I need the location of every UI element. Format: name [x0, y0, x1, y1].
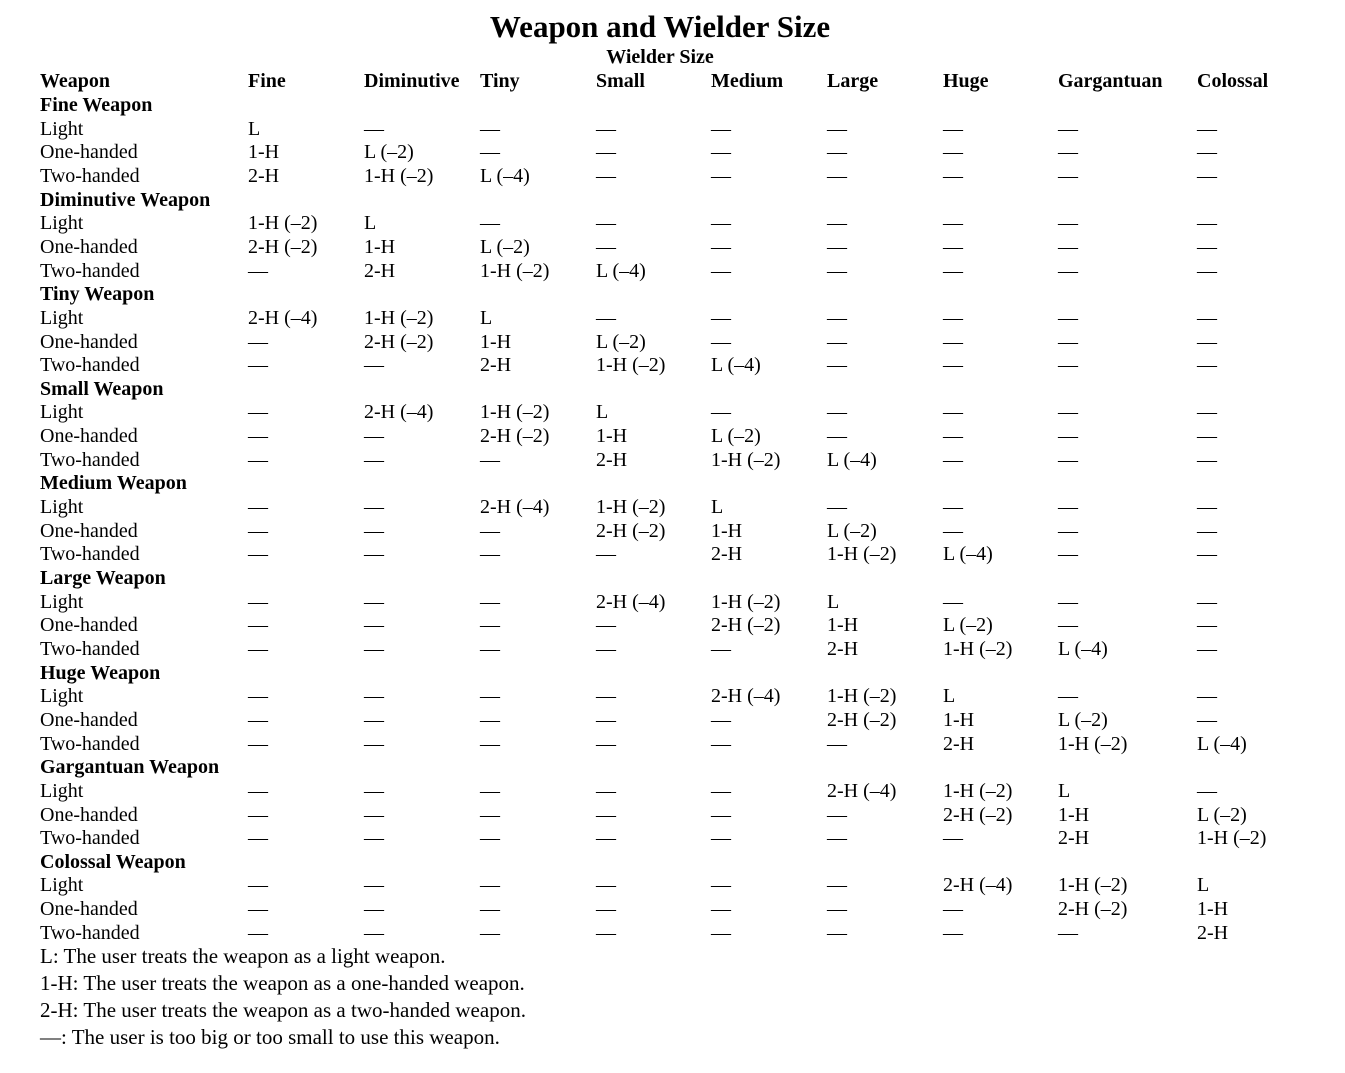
cell-huge: 2-H — [943, 733, 975, 755]
cell-diminutive: — — [364, 614, 384, 636]
row-label: Light — [40, 307, 84, 329]
group-header: Huge Weapon — [40, 662, 161, 684]
cell-huge: — — [943, 331, 963, 353]
row-label: Two-handed — [40, 827, 140, 849]
column-header-tiny: Tiny — [480, 70, 520, 92]
cell-diminutive: — — [364, 449, 384, 471]
row-label: Two-handed — [40, 165, 140, 187]
cell-tiny: — — [480, 874, 500, 896]
group-header: Colossal Weapon — [40, 851, 186, 873]
cell-diminutive: L (–2) — [364, 141, 414, 163]
cell-large: — — [827, 425, 847, 447]
cell-diminutive: — — [364, 827, 384, 849]
cell-huge: 2-H (–2) — [943, 804, 1013, 826]
cell-medium: L — [711, 496, 724, 518]
cell-large: — — [827, 827, 847, 849]
cell-gargantuan: — — [1058, 331, 1078, 353]
legend-note: 1-H: The user treats the weapon as a one-handed weapon. — [40, 971, 525, 995]
cell-colossal: — — [1197, 331, 1217, 353]
cell-large: L (–4) — [827, 449, 877, 471]
cell-fine: — — [248, 685, 268, 707]
cell-huge: — — [943, 425, 963, 447]
cell-large: — — [827, 922, 847, 944]
cell-fine: — — [248, 331, 268, 353]
row-label: One-handed — [40, 520, 138, 542]
cell-small: L (–2) — [596, 331, 646, 353]
cell-fine: — — [248, 260, 268, 282]
cell-medium: — — [711, 331, 731, 353]
row-label: Light — [40, 780, 84, 802]
cell-colossal: — — [1197, 543, 1217, 565]
cell-diminutive: — — [364, 543, 384, 565]
cell-huge: 1-H (–2) — [943, 780, 1013, 802]
cell-huge: — — [943, 141, 963, 163]
cell-colossal: — — [1197, 401, 1217, 423]
cell-fine: — — [248, 449, 268, 471]
group-header: Large Weapon — [40, 567, 166, 589]
group-header: Fine Weapon — [40, 94, 153, 116]
cell-diminutive: — — [364, 520, 384, 542]
cell-gargantuan: — — [1058, 165, 1078, 187]
cell-fine: — — [248, 638, 268, 660]
cell-medium: — — [711, 874, 731, 896]
group-header: Small Weapon — [40, 378, 164, 400]
cell-colossal: — — [1197, 118, 1217, 140]
cell-huge: — — [943, 212, 963, 234]
cell-small: — — [596, 118, 616, 140]
cell-gargantuan: — — [1058, 212, 1078, 234]
cell-fine: — — [248, 827, 268, 849]
cell-small: — — [596, 780, 616, 802]
cell-medium: 1-H (–2) — [711, 591, 781, 613]
cell-gargantuan: — — [1058, 685, 1078, 707]
cell-tiny: — — [480, 118, 500, 140]
row-label: Light — [40, 212, 84, 234]
cell-gargantuan: — — [1058, 520, 1078, 542]
cell-diminutive: — — [364, 354, 384, 376]
cell-huge: 1-H — [943, 709, 975, 731]
cell-colossal: 2-H — [1197, 922, 1229, 944]
cell-fine: 2-H — [248, 165, 280, 187]
cell-large: 1-H (–2) — [827, 543, 897, 565]
cell-small: — — [596, 827, 616, 849]
cell-huge: — — [943, 449, 963, 471]
cell-tiny: — — [480, 922, 500, 944]
cell-tiny: — — [480, 685, 500, 707]
cell-medium: 1-H (–2) — [711, 449, 781, 471]
cell-large: — — [827, 331, 847, 353]
cell-large: — — [827, 236, 847, 258]
cell-colossal: — — [1197, 212, 1217, 234]
cell-small: — — [596, 141, 616, 163]
cell-huge: — — [943, 520, 963, 542]
cell-small: L (–4) — [596, 260, 646, 282]
cell-large: — — [827, 141, 847, 163]
cell-huge: — — [943, 922, 963, 944]
cell-diminutive: — — [364, 804, 384, 826]
cell-medium: — — [711, 804, 731, 826]
cell-medium: L (–4) — [711, 354, 761, 376]
group-header: Tiny Weapon — [40, 283, 155, 305]
cell-medium: — — [711, 922, 731, 944]
cell-large: 2-H (–2) — [827, 709, 897, 731]
cell-small: — — [596, 543, 616, 565]
cell-huge: — — [943, 401, 963, 423]
cell-tiny: — — [480, 804, 500, 826]
cell-fine: — — [248, 709, 268, 731]
column-header-large: Large — [827, 70, 879, 92]
cell-colossal: — — [1197, 354, 1217, 376]
cell-gargantuan: 1-H — [1058, 804, 1090, 826]
cell-tiny: — — [480, 709, 500, 731]
cell-fine: — — [248, 780, 268, 802]
row-label: One-handed — [40, 331, 138, 353]
row-label: Two-handed — [40, 543, 140, 565]
cell-small: — — [596, 638, 616, 660]
cell-small: — — [596, 614, 616, 636]
cell-tiny: — — [480, 780, 500, 802]
cell-huge: L (–4) — [943, 543, 993, 565]
row-label: Light — [40, 874, 84, 896]
cell-colossal: 1-H (–2) — [1197, 827, 1267, 849]
cell-tiny: — — [480, 543, 500, 565]
cell-large: — — [827, 260, 847, 282]
cell-diminutive: — — [364, 922, 384, 944]
cell-tiny: 2-H (–2) — [480, 425, 550, 447]
cell-gargantuan: — — [1058, 449, 1078, 471]
cell-gargantuan: — — [1058, 307, 1078, 329]
cell-fine: L — [248, 118, 261, 140]
cell-huge: — — [943, 236, 963, 258]
group-header: Gargantuan Weapon — [40, 756, 220, 778]
cell-huge: — — [943, 827, 963, 849]
cell-colossal: — — [1197, 685, 1217, 707]
cell-colossal: — — [1197, 638, 1217, 660]
legend-note: 2-H: The user treats the weapon as a two-handed weapon. — [40, 998, 526, 1022]
cell-colossal: — — [1197, 141, 1217, 163]
cell-medium: — — [711, 733, 731, 755]
cell-colossal: — — [1197, 236, 1217, 258]
cell-small: — — [596, 685, 616, 707]
cell-tiny: — — [480, 638, 500, 660]
cell-large: 2-H — [827, 638, 859, 660]
cell-huge: — — [943, 165, 963, 187]
cell-diminutive: — — [364, 780, 384, 802]
cell-huge: — — [943, 307, 963, 329]
cell-large: — — [827, 733, 847, 755]
cell-colossal: — — [1197, 165, 1217, 187]
cell-huge: — — [943, 260, 963, 282]
row-label: Light — [40, 685, 84, 707]
cell-colossal: — — [1197, 614, 1217, 636]
cell-huge: 2-H (–4) — [943, 874, 1013, 896]
row-label: One-handed — [40, 804, 138, 826]
column-header-small: Small — [596, 70, 645, 92]
cell-medium: 1-H — [711, 520, 743, 542]
cell-colossal: — — [1197, 709, 1217, 731]
cell-gargantuan: L — [1058, 780, 1071, 802]
cell-small: — — [596, 236, 616, 258]
cell-medium: — — [711, 401, 731, 423]
cell-fine: — — [248, 898, 268, 920]
cell-diminutive: 2-H — [364, 260, 396, 282]
cell-diminutive: — — [364, 118, 384, 140]
cell-small: 1-H (–2) — [596, 496, 666, 518]
cell-tiny: L (–4) — [480, 165, 530, 187]
cell-medium: — — [711, 709, 731, 731]
cell-small: — — [596, 709, 616, 731]
cell-gargantuan: — — [1058, 543, 1078, 565]
cell-diminutive: 1-H (–2) — [364, 307, 434, 329]
row-label: Two-handed — [40, 638, 140, 660]
cell-huge: L (–2) — [943, 614, 993, 636]
cell-colossal: — — [1197, 307, 1217, 329]
cell-large: L — [827, 591, 840, 613]
cell-gargantuan: L (–2) — [1058, 709, 1108, 731]
cell-tiny: L (–2) — [480, 236, 530, 258]
cell-fine: — — [248, 425, 268, 447]
cell-fine: — — [248, 543, 268, 565]
cell-gargantuan: 1-H (–2) — [1058, 874, 1128, 896]
cell-medium: 2-H (–4) — [711, 685, 781, 707]
cell-gargantuan: — — [1058, 118, 1078, 140]
cell-gargantuan: — — [1058, 354, 1078, 376]
cell-medium: — — [711, 827, 731, 849]
cell-small: — — [596, 212, 616, 234]
row-label: Two-handed — [40, 354, 140, 376]
cell-fine: — — [248, 874, 268, 896]
cell-gargantuan: — — [1058, 922, 1078, 944]
legend-note: —: The user is too big or too small to use this weapon. — [40, 1025, 500, 1049]
cell-fine: — — [248, 401, 268, 423]
cell-medium: 2-H (–2) — [711, 614, 781, 636]
cell-small: 2-H — [596, 449, 628, 471]
cell-colossal: L — [1197, 874, 1210, 896]
cell-fine: — — [248, 354, 268, 376]
row-label: One-handed — [40, 898, 138, 920]
cell-colossal: — — [1197, 449, 1217, 471]
cell-diminutive: — — [364, 638, 384, 660]
cell-fine: — — [248, 733, 268, 755]
cell-diminutive: — — [364, 733, 384, 755]
cell-diminutive: — — [364, 496, 384, 518]
cell-gargantuan: — — [1058, 614, 1078, 636]
cell-small: 2-H (–4) — [596, 591, 666, 613]
cell-large: — — [827, 165, 847, 187]
cell-huge: — — [943, 898, 963, 920]
cell-colossal: — — [1197, 260, 1217, 282]
column-header-diminutive: Diminutive — [364, 70, 460, 92]
cell-gargantuan: 2-H (–2) — [1058, 898, 1128, 920]
cell-gargantuan: 2-H — [1058, 827, 1090, 849]
cell-large: L (–2) — [827, 520, 877, 542]
cell-colossal: L (–2) — [1197, 804, 1247, 826]
cell-colossal: — — [1197, 591, 1217, 613]
cell-large: — — [827, 898, 847, 920]
group-header: Medium Weapon — [40, 472, 187, 494]
row-label: One-handed — [40, 425, 138, 447]
cell-tiny: — — [480, 520, 500, 542]
row-label: Light — [40, 591, 84, 613]
cell-diminutive: — — [364, 591, 384, 613]
page-title: Weapon and Wielder Size — [489, 9, 831, 44]
cell-medium: 2-H — [711, 543, 743, 565]
cell-huge: — — [943, 496, 963, 518]
cell-fine: — — [248, 520, 268, 542]
cell-huge: — — [943, 591, 963, 613]
cell-gargantuan: — — [1058, 496, 1078, 518]
column-header-huge: Huge — [943, 70, 989, 92]
cell-diminutive: — — [364, 425, 384, 447]
column-header-colossal: Colossal — [1197, 70, 1269, 92]
group-header: Diminutive Weapon — [40, 189, 211, 211]
column-header-medium: Medium — [711, 70, 784, 92]
cell-colossal: — — [1197, 496, 1217, 518]
cell-large: 1-H — [827, 614, 859, 636]
cell-colossal: 1-H — [1197, 898, 1229, 920]
cell-medium: L (–2) — [711, 425, 761, 447]
cell-large: 2-H (–4) — [827, 780, 897, 802]
cell-gargantuan: — — [1058, 425, 1078, 447]
cell-diminutive: L — [364, 212, 377, 234]
cell-medium: — — [711, 165, 731, 187]
column-header-gargantuan: Gargantuan — [1058, 70, 1163, 92]
cell-gargantuan: — — [1058, 591, 1078, 613]
cell-tiny: 1-H — [480, 331, 512, 353]
cell-gargantuan: — — [1058, 401, 1078, 423]
cell-small: — — [596, 874, 616, 896]
cell-fine: 2-H (–2) — [248, 236, 318, 258]
row-label: Light — [40, 401, 84, 423]
cell-small: — — [596, 898, 616, 920]
cell-colossal: — — [1197, 520, 1217, 542]
cell-medium: — — [711, 307, 731, 329]
row-label: Two-handed — [40, 922, 140, 944]
cell-huge: — — [943, 354, 963, 376]
cell-fine: — — [248, 614, 268, 636]
row-label: Light — [40, 118, 84, 140]
legend-note: L: The user treats the weapon as a light weapon. — [40, 944, 446, 968]
column-header-weapon: Weapon — [40, 70, 111, 92]
row-label: Two-handed — [40, 449, 140, 471]
cell-large: — — [827, 401, 847, 423]
cell-fine: — — [248, 922, 268, 944]
cell-diminutive: — — [364, 874, 384, 896]
cell-large: — — [827, 354, 847, 376]
cell-fine: 2-H (–4) — [248, 307, 318, 329]
row-label: One-handed — [40, 236, 138, 258]
cell-diminutive: — — [364, 685, 384, 707]
cell-tiny: — — [480, 898, 500, 920]
cell-tiny: L — [480, 307, 493, 329]
column-header-fine: Fine — [248, 70, 286, 92]
cell-diminutive: 1-H — [364, 236, 396, 258]
row-label: Two-handed — [40, 733, 140, 755]
cell-large: — — [827, 118, 847, 140]
cell-huge: L — [943, 685, 956, 707]
cell-large: — — [827, 496, 847, 518]
cell-small: — — [596, 804, 616, 826]
cell-gargantuan: — — [1058, 236, 1078, 258]
row-label: One-handed — [40, 141, 138, 163]
table-subtitle: Wielder Size — [606, 46, 714, 68]
cell-diminutive: 2-H (–2) — [364, 331, 434, 353]
cell-tiny: 1-H (–2) — [480, 401, 550, 423]
cell-diminutive: 1-H (–2) — [364, 165, 434, 187]
cell-fine: — — [248, 496, 268, 518]
cell-tiny: — — [480, 614, 500, 636]
cell-tiny: 2-H (–4) — [480, 496, 550, 518]
cell-small: 1-H (–2) — [596, 354, 666, 376]
cell-medium: — — [711, 141, 731, 163]
cell-tiny: — — [480, 591, 500, 613]
cell-diminutive: 2-H (–4) — [364, 401, 434, 423]
cell-tiny: — — [480, 212, 500, 234]
cell-large: — — [827, 874, 847, 896]
cell-colossal: — — [1197, 425, 1217, 447]
cell-gargantuan: — — [1058, 141, 1078, 163]
cell-medium: — — [711, 212, 731, 234]
cell-large: — — [827, 307, 847, 329]
row-label: One-handed — [40, 709, 138, 731]
cell-fine: 1-H — [248, 141, 280, 163]
cell-huge: — — [943, 118, 963, 140]
cell-fine: 1-H (–2) — [248, 212, 318, 234]
cell-gargantuan: L (–4) — [1058, 638, 1108, 660]
cell-tiny: — — [480, 827, 500, 849]
cell-tiny: — — [480, 733, 500, 755]
cell-diminutive: — — [364, 898, 384, 920]
cell-large: — — [827, 212, 847, 234]
cell-colossal: — — [1197, 780, 1217, 802]
cell-small: — — [596, 733, 616, 755]
cell-small: — — [596, 922, 616, 944]
row-label: Light — [40, 496, 84, 518]
cell-small: L — [596, 401, 609, 423]
cell-fine: — — [248, 804, 268, 826]
cell-large: — — [827, 804, 847, 826]
cell-medium: — — [711, 898, 731, 920]
cell-small: 2-H (–2) — [596, 520, 666, 542]
cell-fine: — — [248, 591, 268, 613]
cell-medium: — — [711, 638, 731, 660]
row-label: Two-handed — [40, 260, 140, 282]
cell-diminutive: — — [364, 709, 384, 731]
row-label: One-handed — [40, 614, 138, 636]
cell-medium: — — [711, 260, 731, 282]
cell-medium: — — [711, 780, 731, 802]
cell-tiny: — — [480, 449, 500, 471]
cell-medium: — — [711, 118, 731, 140]
cell-colossal: L (–4) — [1197, 733, 1247, 755]
cell-medium: — — [711, 236, 731, 258]
cell-huge: 1-H (–2) — [943, 638, 1013, 660]
cell-small: — — [596, 307, 616, 329]
cell-small: 1-H — [596, 425, 628, 447]
cell-gargantuan: 1-H (–2) — [1058, 733, 1128, 755]
cell-tiny: 1-H (–2) — [480, 260, 550, 282]
cell-gargantuan: — — [1058, 260, 1078, 282]
cell-tiny: — — [480, 141, 500, 163]
cell-small: — — [596, 165, 616, 187]
cell-large: 1-H (–2) — [827, 685, 897, 707]
cell-tiny: 2-H — [480, 354, 512, 376]
